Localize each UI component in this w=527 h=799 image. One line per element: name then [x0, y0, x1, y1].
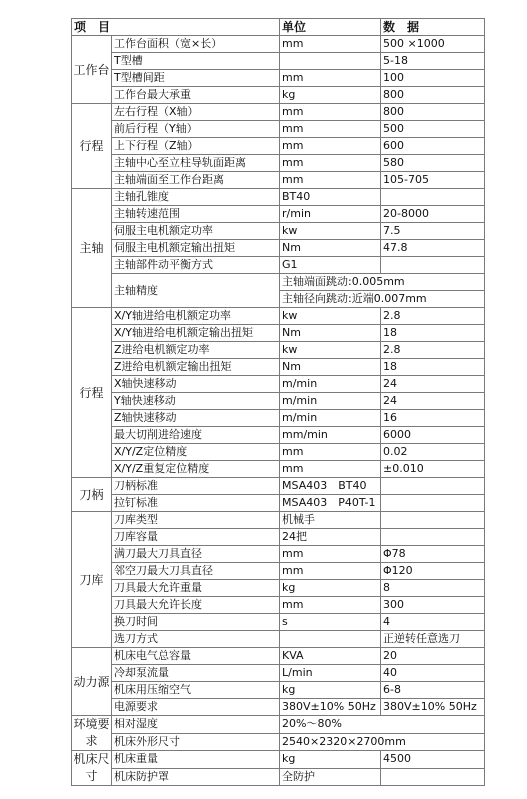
- table-row: [72, 257, 485, 274]
- unit-cell: [280, 53, 381, 70]
- item-cell: X/Y轴进给电机额定功率: [112, 308, 280, 325]
- table-row: [72, 597, 485, 614]
- value-cell: 24: [381, 393, 485, 410]
- table-row: [72, 733, 485, 751]
- value-cell: 500: [381, 121, 485, 138]
- value-cell: 105-705: [381, 172, 485, 189]
- unit-cell: kw: [280, 223, 381, 240]
- unit-cell: mm: [280, 138, 381, 155]
- value-cell: 2.8: [381, 342, 485, 359]
- item-cell: X/Y/Z定位精度: [112, 444, 280, 461]
- unit-cell: KVA: [280, 648, 381, 665]
- table-row: [72, 87, 485, 104]
- table-row: [72, 121, 485, 138]
- item-cell: 冷却泵流量: [112, 665, 280, 682]
- item-cell: 刀库容量: [112, 529, 280, 546]
- item-cell: 工作台最大承重: [112, 87, 280, 104]
- item-cell: 主轴精度: [112, 274, 280, 308]
- unit-cell: m/min: [280, 410, 381, 427]
- item-cell: 机床电气总容量: [112, 648, 280, 665]
- table-row: [72, 563, 485, 580]
- table-row: [72, 614, 485, 631]
- item-cell: 最大切削进给速度: [112, 427, 280, 444]
- table-row: [72, 308, 485, 325]
- category-cell: 工作台: [72, 36, 112, 104]
- item-cell: Z进给电机额定功率: [112, 342, 280, 359]
- table-row: [72, 189, 485, 206]
- unit-cell: 全防护: [280, 768, 381, 786]
- value-cell: 4: [381, 614, 485, 631]
- item-cell: 机床用压缩空气: [112, 682, 280, 699]
- unit-cell: mm: [280, 597, 381, 614]
- item-cell: T型槽: [112, 53, 280, 70]
- value-cell: [381, 512, 485, 529]
- value-cell: 20-8000: [381, 206, 485, 223]
- item-cell: 机床防护罩: [112, 768, 280, 786]
- unit-cell: kw: [280, 342, 381, 359]
- table-row: [72, 223, 485, 240]
- unit-cell: BT40: [280, 189, 381, 206]
- item-cell: 刀具最大允许重量: [112, 580, 280, 597]
- item-cell: Y轴快速移动: [112, 393, 280, 410]
- value-cell: 24: [381, 376, 485, 393]
- value-cell: [381, 257, 485, 274]
- header-item: 项 目: [72, 19, 280, 36]
- value-cell: ±0.010: [381, 461, 485, 478]
- item-cell: 机床重量: [112, 751, 280, 769]
- category-cell: 刀柄: [72, 478, 112, 512]
- table-row: [72, 376, 485, 393]
- table-row: [72, 36, 485, 53]
- header-row: [72, 19, 485, 36]
- table-row: [72, 53, 485, 70]
- value-cell: Φ120: [381, 563, 485, 580]
- unit-cell: kg: [280, 87, 381, 104]
- table-row: [72, 580, 485, 597]
- category-cell: 行程: [72, 104, 112, 189]
- value-cell: 40: [381, 665, 485, 682]
- table-row: [72, 478, 485, 495]
- unit-cell: kg: [280, 580, 381, 597]
- item-cell: 换刀时间: [112, 614, 280, 631]
- item-cell: 主轴孔锥度: [112, 189, 280, 206]
- unit-cell: G1: [280, 257, 381, 274]
- category-cell: 机床尺寸: [72, 751, 112, 786]
- table-row: [72, 444, 485, 461]
- unit-cell: Nm: [280, 359, 381, 376]
- value-cell: 7.5: [381, 223, 485, 240]
- value-cell: 18: [381, 325, 485, 342]
- table-row: [72, 393, 485, 410]
- value-cell: 6-8: [381, 682, 485, 699]
- item-cell: Z轴快速移动: [112, 410, 280, 427]
- table-row: [72, 274, 485, 291]
- table-row: [72, 768, 485, 786]
- value-cell: 500 ×1000: [381, 36, 485, 53]
- table-row: [72, 240, 485, 257]
- value-cell: Φ78: [381, 546, 485, 563]
- value-cell: [381, 189, 485, 206]
- unit-cell: mm/min: [280, 427, 381, 444]
- value-cell: 20: [381, 648, 485, 665]
- value-cell: 5-18: [381, 53, 485, 70]
- table-row: [72, 716, 485, 734]
- precision-line: 主轴端面跳动:0.005mm: [280, 274, 485, 291]
- unit-cell: L/min: [280, 665, 381, 682]
- category-cell: 动力源: [72, 648, 112, 716]
- table-row: [72, 546, 485, 563]
- value-cell: 380V±10% 50Hz: [381, 699, 485, 716]
- value-cell: 2.8: [381, 308, 485, 325]
- item-cell: 工作台面积（宽×长）: [112, 36, 280, 53]
- unit-cell: 24把: [280, 529, 381, 546]
- item-cell: 机床外形尺寸: [112, 733, 280, 751]
- item-cell: 邻空刀最大刀具直径: [112, 563, 280, 580]
- item-cell: 刀柄标准: [112, 478, 280, 495]
- value-cell: 8: [381, 580, 485, 597]
- table-row: [72, 529, 485, 546]
- item-cell: 拉钉标准: [112, 495, 280, 512]
- unit-cell: mm: [280, 546, 381, 563]
- unit-cell: mm: [280, 104, 381, 121]
- unit-cell: MSA403 P40T-1: [280, 495, 381, 512]
- value-cell: 正逆转任意选刀: [381, 631, 485, 648]
- item-cell: 主轴端面至工作台距离: [112, 172, 280, 189]
- table-row: [72, 206, 485, 223]
- table-row: [72, 495, 485, 512]
- value-cell: 100: [381, 70, 485, 87]
- value-cell: 580: [381, 155, 485, 172]
- value-cell: 6000: [381, 427, 485, 444]
- item-cell: X/Y/Z重复定位精度: [112, 461, 280, 478]
- unit-cell: 机械手: [280, 512, 381, 529]
- table-row: [72, 631, 485, 648]
- unit-cell: m/min: [280, 393, 381, 410]
- table-row: [72, 665, 485, 682]
- value-cell: 47.8: [381, 240, 485, 257]
- unit-cell: mm: [280, 444, 381, 461]
- table-row: [72, 155, 485, 172]
- value-cell: [381, 768, 485, 786]
- table-row: [72, 410, 485, 427]
- item-cell: T型槽间距: [112, 70, 280, 87]
- unit-cell: mm: [280, 461, 381, 478]
- unit-cell: mm: [280, 563, 381, 580]
- table-row: [72, 325, 485, 342]
- value-cell: 0.02: [381, 444, 485, 461]
- item-cell: 伺服主电机额定输出扭矩: [112, 240, 280, 257]
- unit-cell: MSA403 BT40: [280, 478, 381, 495]
- item-cell: 选刀方式: [112, 631, 280, 648]
- item-cell: Z进给电机额定输出扭矩: [112, 359, 280, 376]
- unit-cell: Nm: [280, 325, 381, 342]
- item-cell: 电源要求: [112, 699, 280, 716]
- table-row: [72, 512, 485, 529]
- table-row: [72, 699, 485, 716]
- table-row: [72, 461, 485, 478]
- table-row: [72, 172, 485, 189]
- header-unit: 单位: [280, 19, 381, 36]
- table-row: [72, 70, 485, 87]
- value-cell: [381, 495, 485, 512]
- item-cell: 满刀最大刀具直径: [112, 546, 280, 563]
- item-cell: 主轴部件动平衡方式: [112, 257, 280, 274]
- category-cell: 主轴: [72, 189, 112, 308]
- category-cell: 刀库: [72, 512, 112, 648]
- unit-cell: kg: [280, 751, 381, 769]
- table-row: [72, 342, 485, 359]
- value-cell: 18: [381, 359, 485, 376]
- item-cell: X/Y轴进给电机额定输出扭矩: [112, 325, 280, 342]
- item-cell: 伺服主电机额定功率: [112, 223, 280, 240]
- table-row: [72, 359, 485, 376]
- unit-cell: s: [280, 614, 381, 631]
- value-cell: 800: [381, 104, 485, 121]
- category-cell: 行程: [72, 308, 112, 478]
- unit-cell: mm: [280, 172, 381, 189]
- unit-cell: m/min: [280, 376, 381, 393]
- unit-cell: mm: [280, 121, 381, 138]
- item-cell: 左右行程（X轴）: [112, 104, 280, 121]
- value-cell: 4500: [381, 751, 485, 769]
- item-cell: 主轴中心至立柱导轨面距离: [112, 155, 280, 172]
- spec-table: [71, 18, 485, 786]
- table-row: [72, 751, 485, 769]
- unit-cell: [280, 631, 381, 648]
- value-cell: 600: [381, 138, 485, 155]
- category-cell: 环境要求: [72, 716, 112, 751]
- item-cell: 上下行程（Z轴）: [112, 138, 280, 155]
- table-row: [72, 427, 485, 444]
- value-cell: [381, 478, 485, 495]
- item-cell: 刀具最大允许长度: [112, 597, 280, 614]
- item-cell: X轴快速移动: [112, 376, 280, 393]
- precision-line: 主轴径向跳动:近端0.007mm: [280, 291, 485, 308]
- header-value: 数 据: [381, 19, 485, 36]
- unit-cell: kg: [280, 682, 381, 699]
- table-row: [72, 104, 485, 121]
- unit-cell: mm: [280, 70, 381, 87]
- table-row: [72, 138, 485, 155]
- table-row: [72, 682, 485, 699]
- item-cell: 相对湿度: [112, 716, 280, 734]
- item-cell: 主轴转速范围: [112, 206, 280, 223]
- item-cell: 刀库类型: [112, 512, 280, 529]
- value-cell: 800: [381, 87, 485, 104]
- unit-cell: Nm: [280, 240, 381, 257]
- item-cell: 前后行程（Y轴）: [112, 121, 280, 138]
- unit-cell: 380V±10% 50Hz: [280, 699, 381, 716]
- table-row: [72, 648, 485, 665]
- unit-cell: 20%～80%: [280, 716, 485, 734]
- unit-cell: kw: [280, 308, 381, 325]
- unit-cell: mm: [280, 155, 381, 172]
- value-cell: 300: [381, 597, 485, 614]
- unit-cell: mm: [280, 36, 381, 53]
- unit-cell: 2540×2320×2700mm: [280, 733, 485, 751]
- value-cell: 16: [381, 410, 485, 427]
- value-cell: [381, 529, 485, 546]
- unit-cell: r/min: [280, 206, 381, 223]
